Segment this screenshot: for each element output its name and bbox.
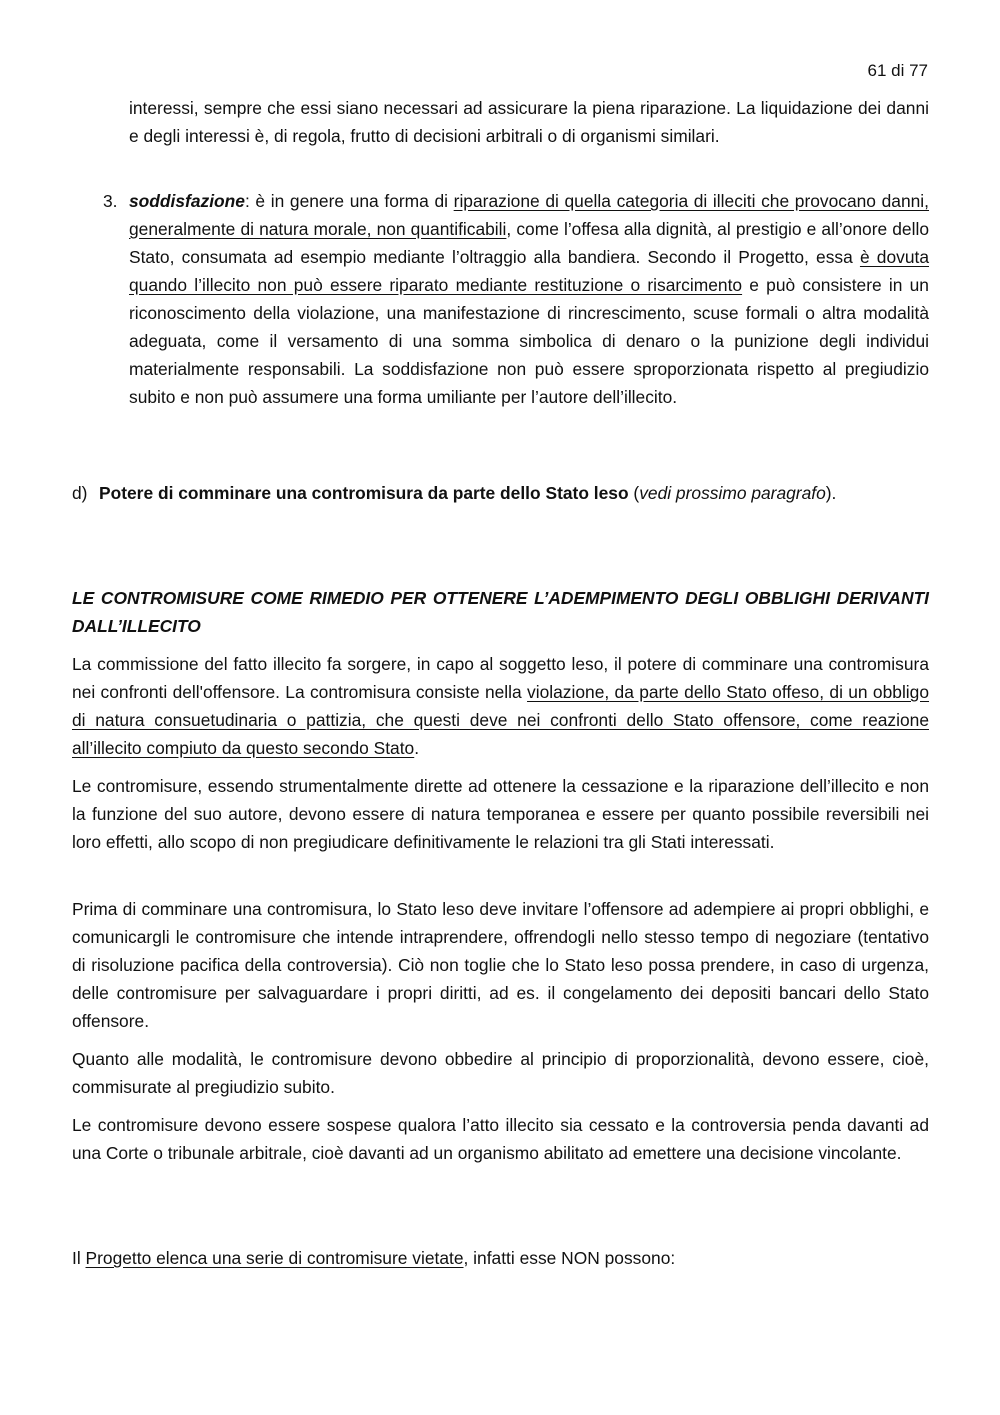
bold-segment: Potere di comminare una contromisura da parte dello Stato leso xyxy=(99,483,629,503)
term-soddisfazione: soddisfazione xyxy=(129,191,245,211)
paragraph-2: Le contromisure, essendo strumentalmente dirette ad ottenere la cessazione e la riparazione dell’illecito e non la funzione del suo autore, devono essere di natura temporanea e essere per quanto possibile reversibili nei loro effetti, allo scopo di non pregiudicare definitivamente le relazioni tra gli Stati interessati. xyxy=(72,776,929,852)
paragraph-3: Prima di comminare una contromisura, lo Stato leso deve invitare l’offensore ad adempiere ai propri obblighi, e comunicargli le contromisure che intende intraprendere, offrendogli nello stesso tempo di negoziare (tentativo di risoluzione pacifica della controversia). Ciò non toglie che lo Stato leso possa prendere, in caso di urgenza, delle contromisure per salvaguardare i propri diritti, ad es. il congelamento dei depositi bancari dello Stato offensore. xyxy=(72,899,929,1031)
text-segment: , infatti esse NON possono: xyxy=(463,1248,676,1268)
paragraph-5: Le contromisure devono essere sospese qualora l’atto illecito sia cessato e la controversia penda davanti ad una Corte o tribunale arbitrale, cioè davanti ad un organismo abilitato ad emettere una decisione vincolante. xyxy=(72,1115,929,1163)
text-segment: Il xyxy=(72,1248,86,1268)
underlined-segment: violazione, da parte dello Stato offeso, di un obbligo di natura consuetudinaria o pattizia, che questi deve nei confronti dello Stato offensore, come reazione all’illecito compiuto da questo secondo Stato xyxy=(72,682,930,758)
intro-paragraph: interessi, sempre che essi siano necessari ad assicurare la piena riparazione. La liquidazione dei danni e degli interessi è, di regola, frutto di decisioni arbitrali o di organismi similari. xyxy=(129,98,929,146)
underlined-segment: è dovuta quando l’illecito non può essere riparato mediante restituzione o risarcimento xyxy=(129,247,929,295)
text-segment: , come l’offesa alla dignità, al prestigio e all’onore dello Stato, consumata ad esempio mediante l’oltraggio alla bandiera. Secondo il Progetto, essa xyxy=(129,219,929,267)
paragraph-6 xyxy=(72,1244,929,1272)
section-heading: LE CONTROMISURE COME RIMEDIO PER OTTENERE L’ADEMPIMENTO DEGLI OBBLIGHI DERIVANTI DALL’ILLECITO xyxy=(72,588,929,636)
page-number: 61 di 77 xyxy=(867,61,928,80)
text-segment: : è in genere una forma di xyxy=(244,191,454,211)
italic-segment: vedi prossimo paragrafo xyxy=(639,483,826,503)
paragraph-1 xyxy=(72,650,929,762)
text-segment: . xyxy=(414,738,420,758)
text-segment: e può consistere in un riconoscimento della violazione, una manifestazione di rincrescimento, scuse formali o altra modalità adeguata, come il versamento di una somma simbolica di denaro o la punizione degli individui materialmente responsabili. La soddisfazione non può essere sproporzionata rispetto al pregiudizio subito e non può assumere una forma umiliante per l’autore dell’illecito. xyxy=(129,275,929,407)
underlined-segment: Progetto elenca una serie di contromisure vietate xyxy=(85,1248,464,1268)
underlined-segment: riparazione di quella categoria di illeciti che provocano danni, generalmente di natura morale, non quantificabili xyxy=(129,191,930,239)
text-segment: ). xyxy=(825,483,837,503)
paragraph-4: Quanto alle modalità, le contromisure devono obbedire al principio di proporzionalità, devono essere, cioè, commisurate al pregiudizio subito. xyxy=(72,1049,929,1097)
list-item-d xyxy=(99,479,929,507)
text-segment: ( xyxy=(628,483,640,503)
list-marker-d: d) xyxy=(72,483,88,503)
text-segment: La commissione del fatto illecito fa sorgere, in capo al soggetto leso, il potere di comminare una contromisura nei confronti dell'offensore. La contromisura consiste nella xyxy=(72,654,929,702)
list-number-3: 3. xyxy=(103,191,118,211)
list-item-soddisfazione xyxy=(129,187,929,411)
